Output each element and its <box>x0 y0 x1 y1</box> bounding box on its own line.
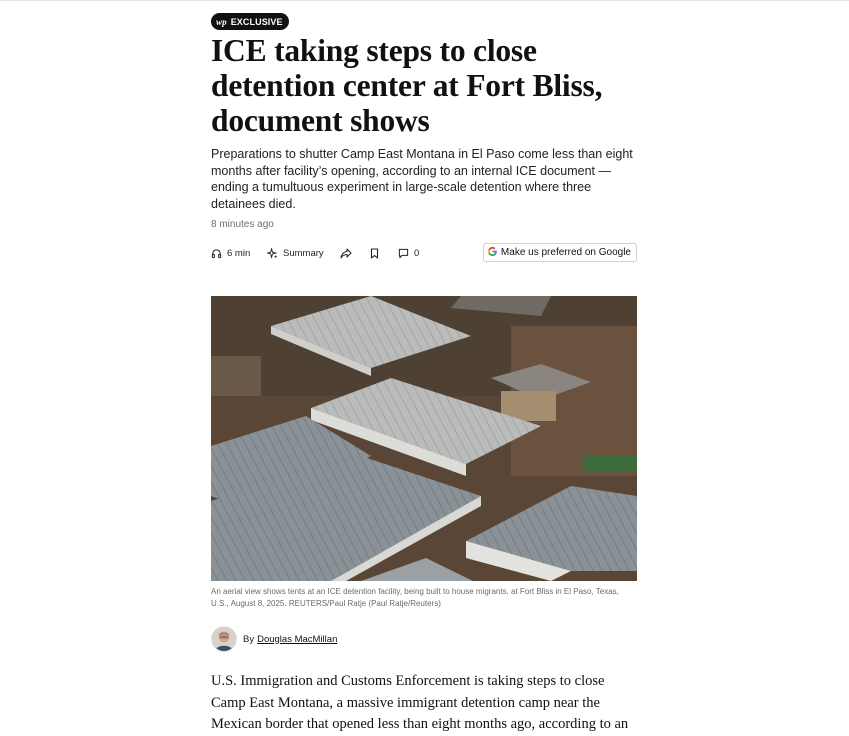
share-button[interactable] <box>340 242 352 264</box>
byline-prefix: By <box>243 633 255 645</box>
wp-logo: wp <box>216 16 227 27</box>
headline: ICE taking steps to close detention center at Fort Bliss, document shows <box>211 33 603 138</box>
photo-caption: An aerial view shows tents at an ICE detention facility, being built to house migrants, at Fort Bliss in El Paso, Texas, U.S., August 8, 2025. REUTERS/Paul Ratje (Paul Ratje/Reuters) <box>211 587 619 608</box>
share-icon <box>340 248 352 259</box>
save-button[interactable] <box>370 242 379 264</box>
bookmark-icon <box>370 248 379 259</box>
comment-icon <box>398 248 409 259</box>
headphones-icon <box>211 248 222 259</box>
comments-button[interactable] <box>398 242 419 264</box>
listen-duration: 6 min <box>227 247 251 259</box>
google-icon <box>487 246 498 260</box>
article-toolbar <box>211 242 637 264</box>
article-body-paragraph: U.S. Immigration and Customs Enforcement is taking steps to close Camp East Montana, a massive immigrant detention camp near the Mexican border that opened less than eight months ago, according to an <box>211 673 629 732</box>
timestamp: 8 minutes ago <box>211 219 274 230</box>
sparkle-icon <box>267 248 278 259</box>
subheadline: Preparations to shutter Camp East Montana in El Paso come less than eight months after facility’s opening, according to an internal ICE document — ending a tumultuous experiment in large-scale detention where three detainees died. <box>211 147 633 212</box>
byline <box>211 625 337 653</box>
google-button-label: Make us preferred on Google <box>500 247 631 258</box>
exclusive-badge <box>211 13 289 30</box>
article-photo <box>211 296 637 581</box>
author-avatar[interactable] <box>211 626 237 652</box>
top-divider <box>0 0 849 1</box>
summary-label: Summary <box>283 247 324 259</box>
author-link[interactable]: Douglas MacMillan <box>257 633 338 645</box>
listen-button[interactable] <box>211 242 250 264</box>
google-preferred-button[interactable] <box>483 243 637 262</box>
comments-count: 0 <box>414 247 420 259</box>
summary-button[interactable] <box>267 242 324 264</box>
badge-label: EXCLUSIVE <box>230 16 283 27</box>
